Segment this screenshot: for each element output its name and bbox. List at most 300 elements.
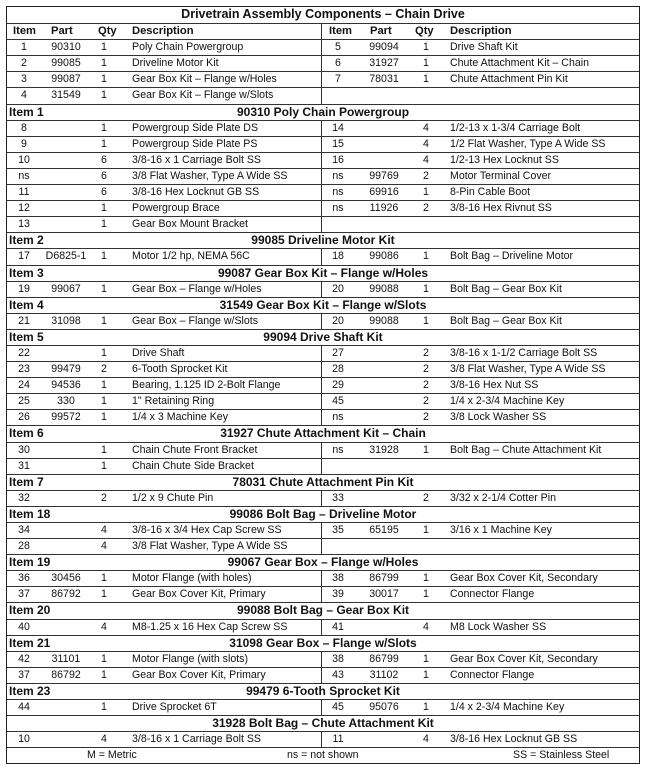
right-item-cell: 14	[332, 121, 344, 134]
section-title: 31927 Chute Attachment Kit – Chain	[220, 426, 426, 441]
column-divider	[321, 121, 322, 136]
column-divider	[321, 523, 322, 538]
table-row	[7, 570, 639, 586]
left-part-cell: 31549	[51, 89, 81, 102]
left-description-cell: 3/8 Flat Washer, Type A Wide SS	[132, 540, 288, 553]
right-qty-cell: 1	[423, 57, 429, 70]
right-description-cell: 3/16 x 1 Machine Key	[450, 524, 552, 536]
table-row	[7, 522, 639, 538]
right-item-cell: 38	[332, 572, 344, 585]
right-item-cell: 39	[332, 588, 344, 601]
left-qty-cell: 1	[101, 572, 107, 585]
right-qty-cell: 2	[423, 379, 429, 392]
left-qty-cell: 1	[101, 443, 107, 456]
left-description-cell: 3/8-16 x 3/4 Hex Cap Screw SS	[132, 524, 282, 536]
section-label: Item 7	[9, 474, 44, 489]
right-qty-cell: 1	[423, 186, 429, 199]
right-item-cell: ns	[332, 443, 344, 456]
right-description-cell: Motor Terminal Cover	[450, 169, 552, 182]
left-description-cell: Powergroup Side Plate PS	[132, 137, 258, 150]
left-item-cell: 42	[18, 652, 30, 665]
left-item-cell: 19	[18, 282, 30, 295]
left-description-cell: Poly Chain Powergroup	[132, 41, 244, 54]
left-qty-cell: 1	[101, 395, 107, 408]
column-header-row	[7, 23, 639, 39]
left-part-cell: D6825-1	[45, 250, 87, 263]
right-qty-cell: 1	[423, 524, 429, 536]
column-divider	[321, 539, 322, 554]
left-item-cell: 31	[18, 459, 30, 472]
right-qty-cell: 4	[423, 137, 429, 150]
column-divider	[321, 153, 322, 168]
header-item-right: Item	[329, 25, 353, 38]
left-qty-cell: 1	[101, 57, 107, 70]
left-description-cell: Motor Flange (with holes)	[132, 572, 252, 585]
section-label: Item 3	[9, 265, 44, 280]
left-item-cell: 10	[18, 733, 30, 746]
column-divider	[321, 362, 322, 377]
right-item-cell: 29	[332, 379, 344, 392]
section-label: Item 21	[9, 635, 51, 650]
column-divider	[321, 491, 322, 506]
left-item-cell: 30	[18, 443, 30, 456]
table-row	[7, 731, 639, 747]
right-qty-cell: 1	[423, 588, 429, 601]
left-description-cell: Chain Chute Front Bracket	[132, 443, 258, 456]
right-qty-cell: 2	[423, 169, 429, 182]
column-divider	[321, 72, 322, 87]
right-description-cell: 3/8-16 Hex Nut SS	[450, 379, 539, 392]
left-qty-cell: 1	[101, 41, 107, 54]
column-divider	[321, 571, 322, 586]
right-description-cell: 1/2-13 Hex Locknut SS	[450, 153, 559, 166]
left-description-cell: 6-Tooth Sprocket Kit	[132, 363, 228, 376]
section-title: 99088 Bolt Bag – Gear Box Kit	[236, 603, 410, 618]
left-item-cell: 3	[21, 73, 27, 86]
column-divider	[321, 217, 322, 232]
column-divider	[321, 459, 322, 474]
right-part-cell: 95076	[369, 701, 399, 714]
left-description-cell: 3/8-16 Hex Locknut GB SS	[132, 186, 260, 199]
table-row	[7, 55, 639, 71]
right-part-cell: 99094	[369, 41, 399, 54]
left-item-cell: 25	[18, 395, 30, 408]
header-qty: Qty	[98, 25, 117, 38]
table-row	[7, 490, 639, 506]
right-qty-cell: 4	[423, 153, 429, 166]
header-qty-right: Qty	[415, 25, 434, 38]
table-row	[7, 651, 639, 667]
right-item-cell: 27	[332, 346, 344, 359]
left-qty-cell: 2	[101, 491, 107, 504]
left-item-cell: 9	[21, 137, 27, 150]
table-row	[7, 409, 639, 425]
section-header	[7, 715, 639, 731]
left-qty-cell: 1	[101, 282, 107, 295]
right-qty-cell: 1	[423, 652, 429, 665]
section-label: Item 1	[9, 104, 44, 119]
header-part: Part	[51, 25, 73, 38]
left-item-cell: 10	[18, 153, 30, 166]
right-part-cell: 99769	[369, 169, 399, 182]
right-qty-cell: 2	[423, 346, 429, 359]
right-description-cell: 3/8 Flat Washer, Type A Wide SS	[450, 363, 606, 376]
right-qty-cell: 1	[423, 443, 429, 456]
right-description-cell: 1/4 x 2-3/4 Machine Key	[450, 395, 565, 408]
table-row	[7, 168, 639, 184]
section-header	[7, 265, 639, 281]
right-qty-cell: 2	[423, 395, 429, 408]
column-divider	[321, 410, 322, 425]
column-divider	[321, 24, 322, 39]
column-divider	[321, 668, 322, 683]
right-part-cell: 31928	[369, 443, 399, 456]
right-item-cell: 41	[332, 620, 344, 633]
right-part-cell: 86799	[369, 652, 399, 665]
left-item-cell: 23	[18, 363, 30, 376]
right-description-cell: 3/8-16 Hex Locknut GB SS	[450, 733, 578, 746]
left-qty-cell: 4	[101, 540, 107, 553]
right-qty-cell: 1	[423, 701, 429, 714]
right-part-cell: 86799	[369, 572, 399, 585]
right-description-cell: Connector Flange	[450, 668, 535, 681]
table-row	[7, 152, 639, 168]
section-title: 90310 Poly Chain Powergroup	[236, 104, 410, 119]
left-item-cell: 28	[18, 540, 30, 553]
left-qty-cell: 1	[101, 411, 107, 424]
left-item-cell: 17	[18, 250, 30, 263]
left-item-cell: 37	[18, 668, 30, 681]
left-qty-cell: 1	[101, 701, 107, 714]
left-description-cell: Motor 1/2 hp, NEMA 56C	[132, 250, 250, 263]
left-description-cell: 3/8 Flat Washer, Type A Wide SS	[132, 169, 288, 182]
right-part-cell: 65195	[369, 524, 399, 536]
table-row	[7, 120, 639, 136]
right-item-cell: 20	[332, 314, 344, 327]
right-item-cell: 45	[332, 701, 344, 714]
right-qty-cell: 2	[423, 491, 429, 504]
column-divider	[321, 346, 322, 361]
legend-footer	[7, 747, 639, 763]
column-divider	[321, 185, 322, 200]
section-header	[7, 635, 639, 651]
left-description-cell: 1" Retaining Ring	[132, 395, 215, 408]
table-row	[7, 184, 639, 200]
right-description-cell: 8-Pin Cable Boot	[450, 186, 531, 199]
table-row	[7, 393, 639, 409]
right-item-cell: 35	[332, 524, 344, 536]
right-qty-cell: 2	[423, 202, 429, 215]
left-part-cell: 99067	[51, 282, 81, 295]
left-description-cell: Bearing, 1.125 ID 2-Bolt Flange	[132, 379, 281, 392]
column-divider	[321, 169, 322, 184]
left-description-cell: Drive Sprocket 6T	[132, 701, 217, 714]
left-part-cell: 94536	[51, 379, 81, 392]
left-part-cell: 99087	[51, 73, 81, 86]
right-item-cell: 45	[332, 395, 344, 408]
column-divider	[321, 652, 322, 667]
table-row	[7, 87, 639, 103]
table-row	[7, 361, 639, 377]
left-item-cell: 36	[18, 572, 30, 585]
left-part-cell: 330	[57, 395, 75, 408]
section-header	[7, 232, 639, 248]
right-qty-cell: 4	[423, 121, 429, 134]
left-qty-cell: 1	[101, 346, 107, 359]
section-title: 31549 Gear Box Kit – Flange w/Slots	[219, 297, 427, 312]
right-qty-cell: 1	[423, 668, 429, 681]
right-part-cell: 99088	[369, 282, 399, 295]
left-qty-cell: 6	[101, 153, 107, 166]
right-item-cell: 38	[332, 652, 344, 665]
left-item-cell: 40	[18, 620, 30, 633]
left-item-cell: ns	[18, 169, 30, 182]
section-title: 99067 Gear Box – Flange w/Holes	[227, 555, 419, 570]
right-item-cell: 15	[332, 137, 344, 150]
column-divider	[321, 249, 322, 264]
section-label: Item 19	[9, 555, 51, 570]
right-description-cell: Bolt Bag – Chute Attachment Kit	[450, 443, 602, 456]
left-qty-cell: 1	[101, 73, 107, 86]
right-item-cell: 5	[335, 41, 341, 54]
column-divider	[321, 394, 322, 409]
section-header	[7, 474, 639, 490]
table-row	[7, 71, 639, 87]
section-label: Item 4	[9, 297, 44, 312]
legend-stainless: SS = Stainless Steel	[513, 749, 610, 762]
header-description-right: Description	[450, 25, 512, 38]
left-qty-cell: 4	[101, 524, 107, 536]
right-qty-cell: 4	[423, 620, 429, 633]
table-row	[7, 136, 639, 152]
left-item-cell: 24	[18, 379, 30, 392]
left-part-cell: 99479	[51, 363, 81, 376]
left-qty-cell: 1	[101, 218, 107, 231]
right-qty-cell: 1	[423, 572, 429, 585]
left-description-cell: Gear Box Cover Kit, Primary	[132, 588, 266, 601]
left-item-cell: 13	[18, 218, 30, 231]
table-row	[7, 619, 639, 635]
section-label: Item 2	[9, 233, 44, 248]
header-description: Description	[132, 25, 194, 38]
right-part-cell: 11926	[369, 202, 399, 215]
left-description-cell: Chain Chute Side Bracket	[132, 459, 254, 472]
right-qty-cell: 2	[423, 363, 429, 376]
table-title: Drivetrain Assembly Components – Chain Drive	[181, 7, 465, 21]
right-item-cell: ns	[332, 202, 344, 215]
right-qty-cell: 1	[423, 250, 429, 263]
left-qty-cell: 1	[101, 379, 107, 392]
left-description-cell: Powergroup Side Plate DS	[132, 121, 259, 134]
right-part-cell: 69916	[369, 186, 399, 199]
left-item-cell: 44	[18, 701, 30, 714]
left-part-cell: 86792	[51, 588, 81, 601]
left-part-cell: 31101	[51, 652, 81, 665]
right-description-cell: 3/8-16 x 1-1/2 Carriage Bolt SS	[450, 346, 598, 359]
column-divider	[321, 282, 322, 297]
table-row	[7, 586, 639, 602]
left-description-cell: Drive Shaft	[132, 346, 185, 359]
right-description-cell: Gear Box Cover Kit, Secondary	[450, 572, 598, 585]
left-item-cell: 12	[18, 202, 30, 215]
left-qty-cell: 2	[101, 363, 107, 376]
section-header	[7, 683, 639, 699]
right-description-cell: 1/2 Flat Washer, Type A Wide SS	[450, 137, 606, 150]
right-item-cell: ns	[332, 169, 344, 182]
section-label: Item 20	[9, 603, 51, 618]
left-description-cell: 1/2 x 9 Chute Pin	[132, 491, 214, 504]
left-description-cell: Gear Box Cover Kit, Primary	[132, 668, 266, 681]
left-description-cell: M8-1.25 x 16 Hex Cap Screw SS	[132, 620, 288, 633]
left-description-cell: Gear Box Kit – Flange w/Holes	[132, 73, 277, 86]
left-qty-cell: 1	[101, 89, 107, 102]
right-description-cell: 3/8-16 Hex Rivnut SS	[450, 202, 552, 215]
right-qty-cell: 1	[423, 282, 429, 295]
left-part-cell: 99572	[51, 411, 81, 424]
right-description-cell: M8 Lock Washer SS	[450, 620, 547, 633]
section-title: 99086 Bolt Bag – Driveline Motor	[229, 506, 417, 521]
column-divider	[321, 732, 322, 747]
section-header	[7, 506, 639, 522]
right-item-cell: 28	[332, 363, 344, 376]
left-description-cell: Driveline Motor Kit	[132, 57, 219, 70]
left-qty-cell: 1	[101, 668, 107, 681]
column-divider	[321, 620, 322, 635]
column-divider	[321, 443, 322, 458]
left-qty-cell: 1	[101, 459, 107, 472]
right-description-cell: Bolt Bag – Driveline Motor	[450, 250, 574, 263]
right-description-cell: 3/8 Lock Washer SS	[450, 411, 547, 424]
section-title: 31098 Gear Box – Flange w/Slots	[229, 635, 417, 650]
left-qty-cell: 1	[101, 121, 107, 134]
left-item-cell: 22	[18, 346, 30, 359]
right-description-cell: Drive Shaft Kit	[450, 41, 518, 54]
right-part-cell: 99088	[369, 314, 399, 327]
left-part-cell: 90310	[51, 41, 81, 54]
table-row	[7, 538, 639, 554]
section-label: Item 23	[9, 683, 51, 698]
left-qty-cell: 6	[101, 186, 107, 199]
right-item-cell: 16	[332, 153, 344, 166]
left-item-cell: 2	[21, 57, 27, 70]
left-description-cell: 3/8-16 x 1 Carriage Bolt SS	[132, 733, 261, 746]
right-part-cell: 78031	[369, 73, 399, 86]
left-item-cell: 21	[18, 314, 30, 327]
right-description-cell: Bolt Bag – Gear Box Kit	[450, 314, 562, 327]
right-item-cell: ns	[332, 186, 344, 199]
table-row	[7, 39, 639, 55]
column-divider	[321, 137, 322, 152]
header-item: Item	[13, 25, 37, 38]
table-row	[7, 699, 639, 715]
column-divider	[321, 314, 322, 329]
section-title: 78031 Chute Attachment Pin Kit	[232, 474, 414, 489]
table-row	[7, 377, 639, 393]
left-item-cell: 1	[21, 41, 27, 54]
right-description-cell: Chute Attachment Kit – Chain	[450, 57, 589, 70]
right-item-cell: 33	[332, 491, 344, 504]
section-title: 31928 Bolt Bag – Chute Attachment Kit	[212, 716, 434, 731]
section-header	[7, 297, 639, 313]
right-description-cell: Bolt Bag – Gear Box Kit	[450, 282, 562, 295]
section-header	[7, 104, 639, 120]
right-qty-cell: 2	[423, 411, 429, 424]
right-description-cell: Connector Flange	[450, 588, 535, 601]
column-divider	[321, 700, 322, 715]
section-header	[7, 554, 639, 570]
left-item-cell: 26	[18, 411, 30, 424]
table-row	[7, 216, 639, 232]
table-row	[7, 248, 639, 264]
column-divider	[321, 40, 322, 55]
left-description-cell: Gear Box Mount Bracket	[132, 218, 248, 231]
right-part-cell: 31102	[369, 668, 399, 681]
section-header	[7, 602, 639, 618]
right-description-cell: Chute Attachment Pin Kit	[450, 73, 568, 86]
legend-metric: M = Metric	[87, 749, 137, 762]
right-description-cell: 1/2-13 x 1-3/4 Carriage Bolt	[450, 121, 581, 134]
right-item-cell: 43	[332, 668, 344, 681]
left-qty-cell: 6	[101, 169, 107, 182]
left-description-cell: Motor Flange (with slots)	[132, 652, 248, 665]
right-item-cell: 20	[332, 282, 344, 295]
section-label: Item 5	[9, 329, 44, 344]
section-title: 99087 Gear Box Kit – Flange w/Holes	[217, 265, 429, 280]
section-title: 99085 Driveline Motor Kit	[251, 233, 395, 248]
left-qty-cell: 1	[101, 652, 107, 665]
right-description-cell: 1/4 x 2-3/4 Machine Key	[450, 701, 565, 714]
table-row	[7, 667, 639, 683]
section-label: Item 18	[9, 506, 51, 521]
left-qty-cell: 4	[101, 733, 107, 746]
table-row	[7, 458, 639, 474]
right-qty-cell: 1	[423, 73, 429, 86]
left-qty-cell: 1	[101, 314, 107, 327]
section-label: Item 6	[9, 426, 44, 441]
left-description-cell: 3/8-16 x 1 Carriage Bolt SS	[132, 153, 261, 166]
section-title: 99094 Drive Shaft Kit	[263, 329, 383, 344]
left-item-cell: 32	[18, 491, 30, 504]
column-divider	[321, 201, 322, 216]
table-row	[7, 313, 639, 329]
left-description-cell: Gear Box – Flange w/Holes	[132, 282, 262, 295]
right-description-cell: Gear Box Cover Kit, Secondary	[450, 652, 598, 665]
table-row	[7, 281, 639, 297]
right-part-cell: 31927	[369, 57, 399, 70]
left-part-cell: 31098	[51, 314, 81, 327]
table-row	[7, 442, 639, 458]
legend-not-shown: ns = not shown	[287, 749, 359, 762]
right-item-cell: 11	[332, 733, 344, 746]
column-divider	[321, 587, 322, 602]
right-qty-cell: 4	[423, 733, 429, 746]
right-qty-cell: 1	[423, 41, 429, 54]
right-part-cell: 99086	[369, 250, 399, 263]
column-divider	[321, 56, 322, 71]
left-description-cell: Powergroup Brace	[132, 202, 220, 215]
column-divider	[321, 88, 322, 103]
left-part-cell: 30456	[51, 572, 81, 585]
left-item-cell: 11	[18, 186, 30, 199]
section-title: 99479 6-Tooth Sprocket Kit	[246, 683, 400, 698]
right-item-cell: 18	[332, 250, 344, 263]
left-part-cell: 86792	[51, 668, 81, 681]
left-qty-cell: 1	[101, 137, 107, 150]
parts-table	[6, 6, 640, 764]
header-part-right: Part	[370, 25, 392, 38]
right-item-cell: ns	[332, 411, 344, 424]
section-header	[7, 425, 639, 441]
